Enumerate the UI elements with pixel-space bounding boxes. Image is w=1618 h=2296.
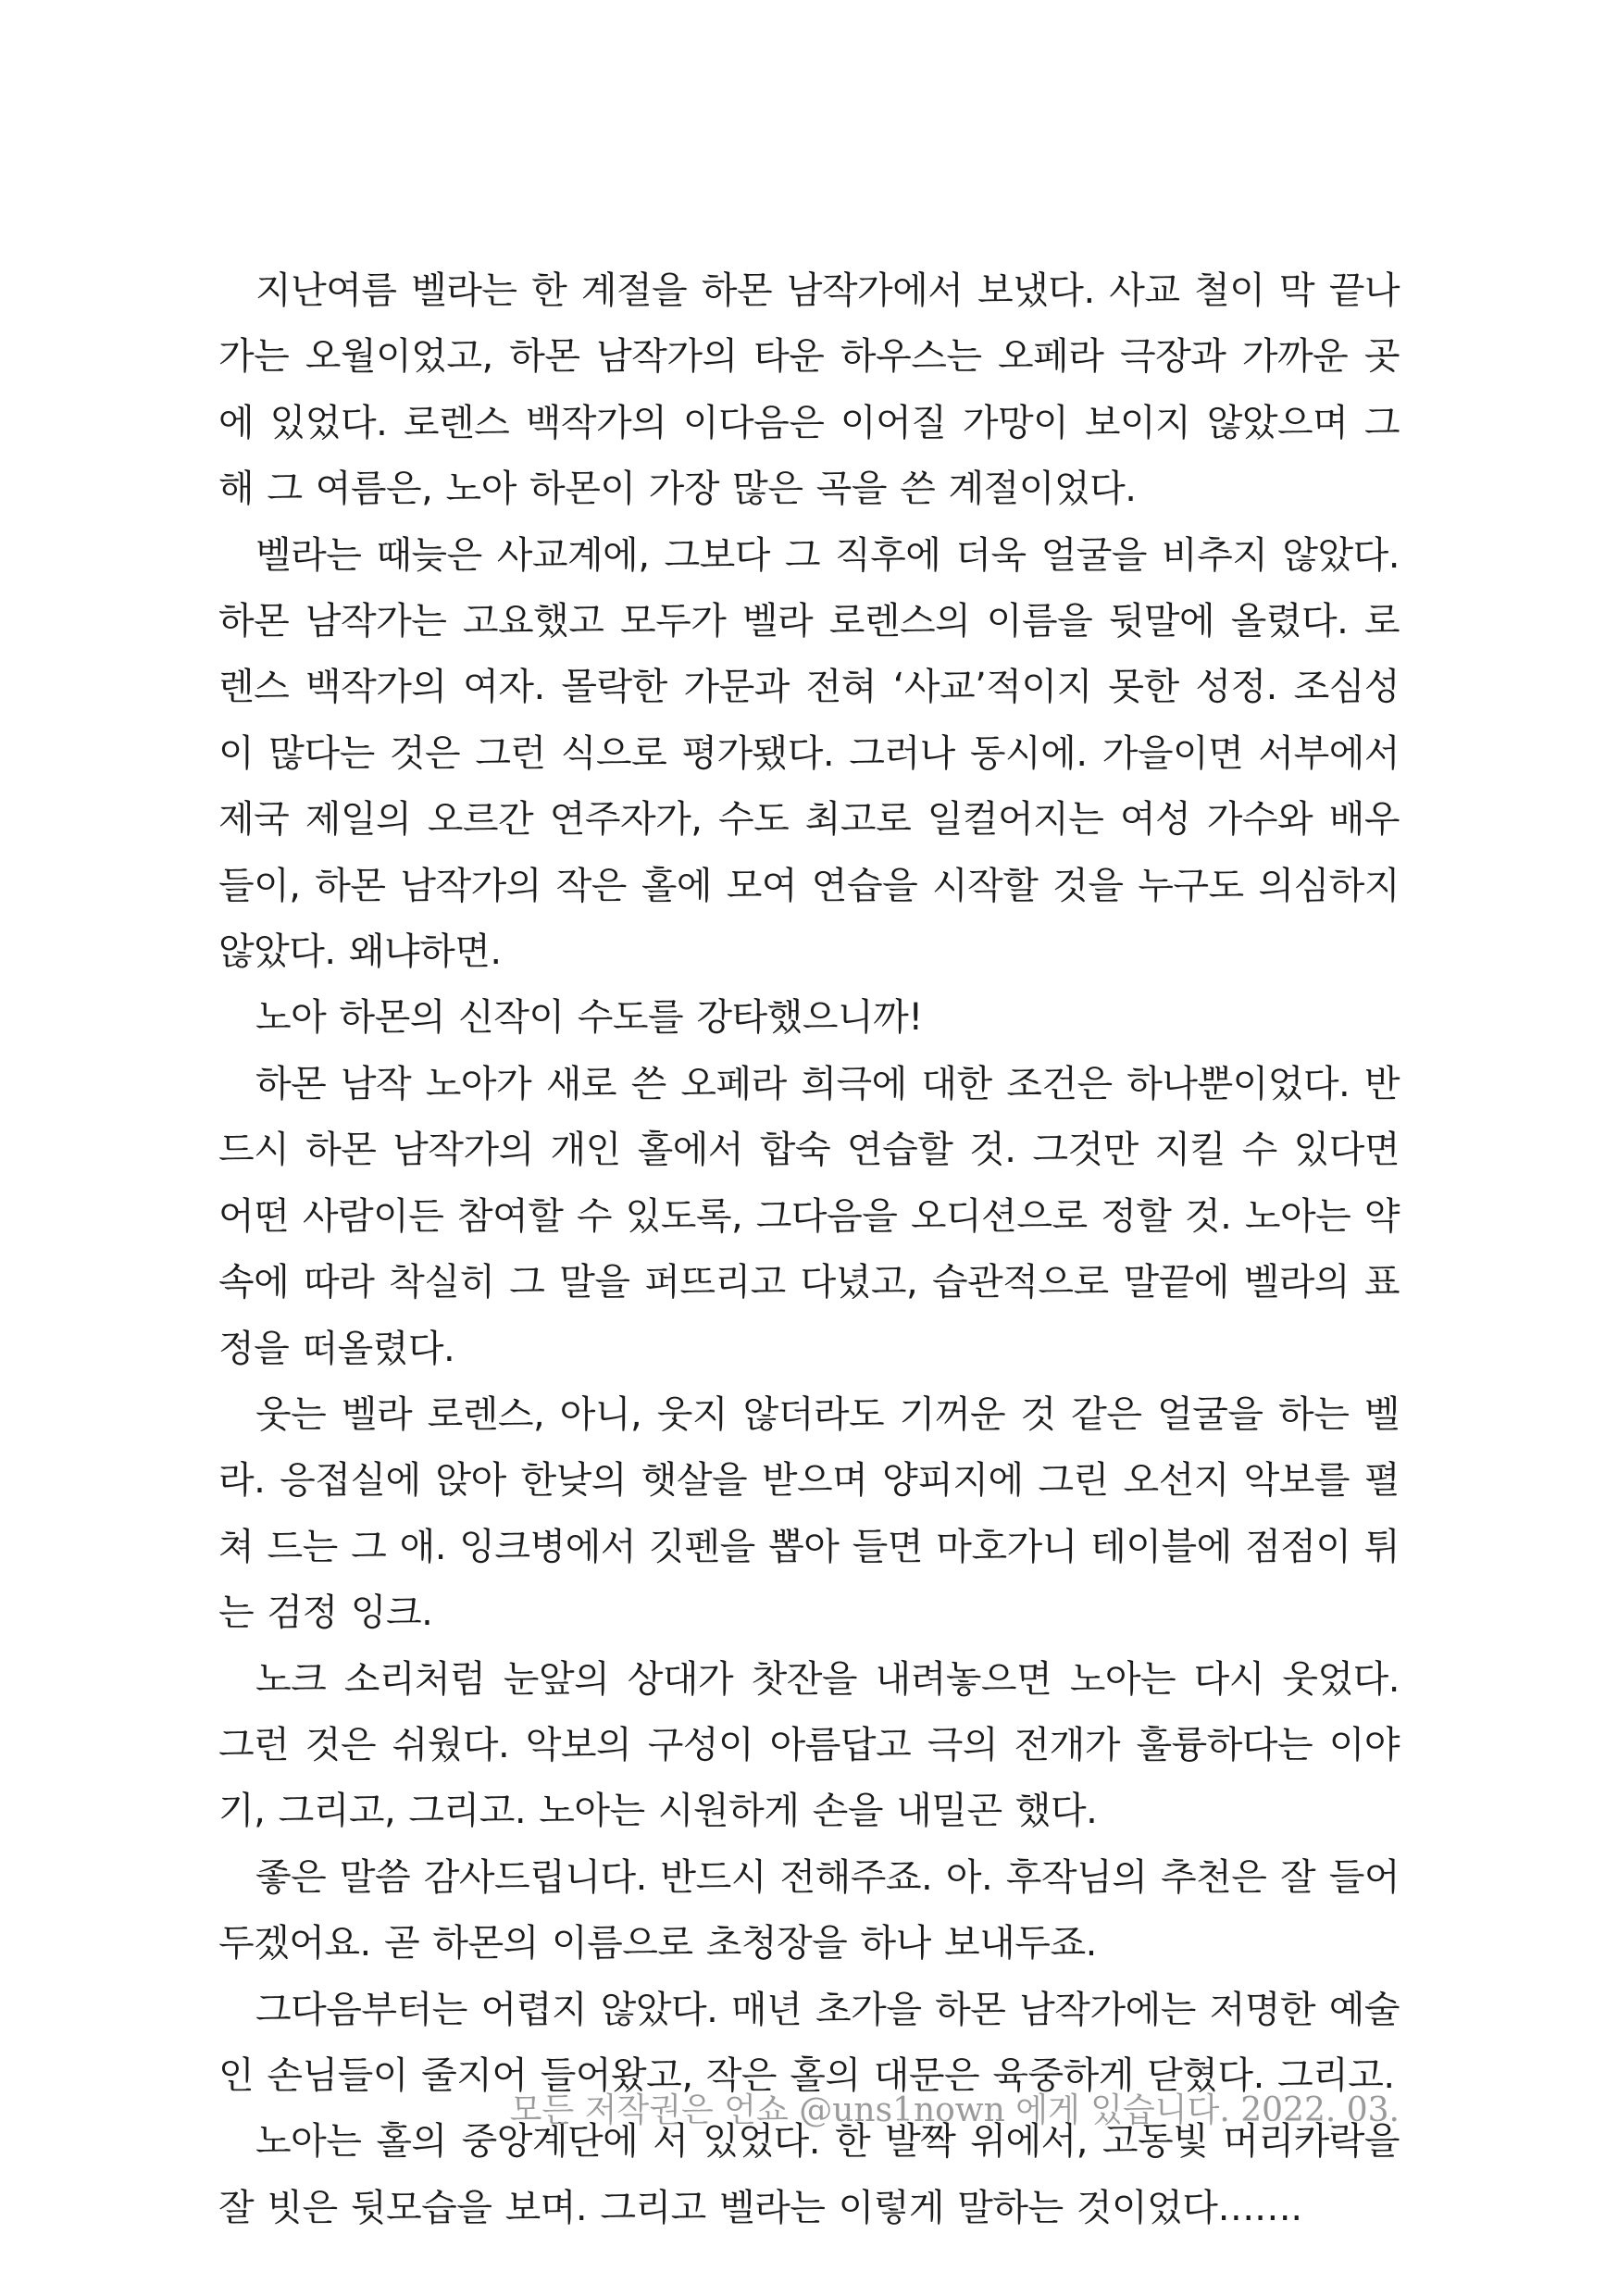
paragraph: 웃는 벨라 로렌스, 아니, 웃지 않더라도 기꺼운 것 같은 얼굴을 하는 벨라. 응접실에 앉아 한낮의 햇살을 받으며 양피지에 그린 오선지 악보를 펼쳐 드는 그 애. 잉크병에서 깃펜을 뽑아 들면 마호가니 테이블에 점점이 튀는 검정 잉크. [218, 1392, 1400, 1635]
paragraph: 하몬 남작 노아가 새로 쓴 오페라 희극에 대한 조건은 하나뿐이었다. 반드시 하몬 남작가의 개인 홀에서 합숙 연습할 것. 그것만 지킬 수 있다면 어떤 사람이든 참여할 수 있도록, 그다음을 오디션으로 정할 것. 노아는 약속에 따라 착실히 그 말을 퍼뜨리고 다녔고, 습관적으로 말끝에 벨라의 표정을 떠올렸다. [218, 1062, 1400, 1370]
paragraph: 노아는 홀의 중앙계단에 서 있었다. 한 발짝 위에서, 고동빛 머리카락을 잘 빗은 뒷모습을 보며. 그리고 벨라는 이렇게 말하는 것이었다……. [218, 2120, 1400, 2229]
copyright-footer: 모든 저작권은 언쇼 @uns1nown 에게 있습니다. 2022. 03. [509, 2091, 1400, 2129]
paragraph: 노크 소리처럼 눈앞의 상대가 찻잔을 내려놓으면 노아는 다시 웃었다. 그런 것은 쉬웠다. 악보의 구성이 아름답고 극의 전개가 훌륭하다는 이야기, 그리고, 그리고. 노아는 시원하게 손을 내밀곤 했다. [218, 1657, 1400, 1833]
body-text [218, 258, 1400, 2241]
paragraph: 지난여름 벨라는 한 계절을 하몬 남작가에서 보냈다. 사교 철이 막 끝나가는 오월이었고, 하몬 남작가의 타운 하우스는 오페라 극장과 가까운 곳에 있었다. 로렌스 백작가의 이다음은 이어질 가망이 보이지 않았으며 그해 그 여름은, 노아 하몬이 가장 많은 곡을 쓴 계절이었다. [218, 269, 1400, 511]
paragraph: 좋은 말씀 감사드립니다. 반드시 전해주죠. 아. 후작님의 추천은 잘 들어 두겠어요. 곧 하몬의 이름으로 초청장을 하나 보내두죠. [218, 1855, 1400, 1965]
paragraph: 벨라는 때늦은 사교계에, 그보다 그 직후에 더욱 얼굴을 비추지 않았다. 하몬 남작가는 고요했고 모두가 벨라 로렌스의 이름을 뒷말에 올렸다. 로렌스 백작가의 여자. 몰락한 가문과 전혀 ‘사교’적이지 못한 성정. 조심성이 많다는 것은 그런 식으로 평가됐다. 그러나 동시에. 가을이면 서부에서 제국 제일의 오르간 연주자가, 수도 최고로 일컬어지는 여성 가수와 배우들이, 하몬 남작가의 작은 홀에 모여 연습을 시작할 것을 누구도 의심하지 않았다. 왜냐하면. [218, 533, 1400, 974]
paragraph: 그다음부터는 어렵지 않았다. 매년 초가을 하몬 남작가에는 저명한 예술인 손님들이 줄지어 들어왔고, 작은 홀의 대문은 육중하게 닫혔다. 그리고. [218, 1988, 1400, 2097]
paragraph: 노아 하몬의 신작이 수도를 강타했으니까! [255, 996, 923, 1040]
